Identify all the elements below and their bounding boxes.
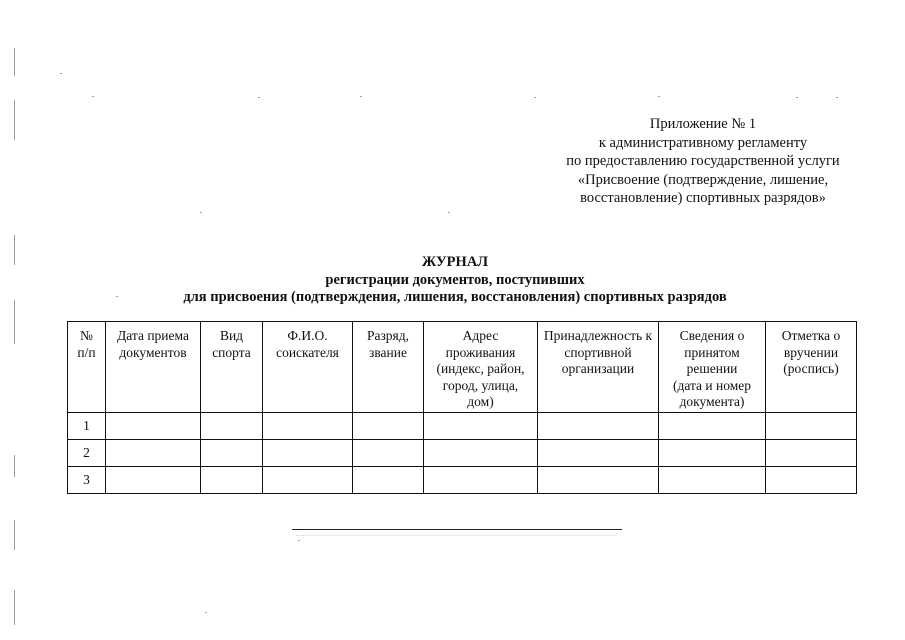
table-cell — [424, 440, 538, 467]
table-cell — [353, 413, 424, 440]
table-cell — [424, 413, 538, 440]
table-cell-number: 3 — [68, 467, 106, 494]
header-line: п/п — [77, 344, 96, 360]
column-header-decision — [659, 322, 766, 413]
scan-mark — [14, 48, 15, 76]
table-cell — [106, 413, 201, 440]
header-line: (индекс, район, — [436, 361, 525, 376]
scan-mark — [796, 97, 798, 98]
scan-mark — [448, 212, 450, 213]
scan-mark — [298, 540, 300, 541]
table-cell — [659, 467, 766, 494]
header-line: решении — [686, 361, 738, 376]
column-header-address — [424, 322, 538, 413]
header-line: документов — [119, 344, 187, 360]
header-line: Отметка о — [781, 328, 841, 343]
table-cell — [424, 467, 538, 494]
appendix-line: по предоставлению государственной услуги — [566, 153, 840, 169]
header-line: спорта — [212, 344, 251, 360]
appendix-line: Приложение № 1 — [649, 116, 757, 132]
table-row — [68, 413, 857, 440]
header-line: (дата и номер — [672, 377, 752, 393]
scan-mark — [14, 235, 15, 265]
header-line: проживания — [445, 344, 516, 360]
appendix-line: восстановление) спортивных разрядов» — [580, 190, 826, 206]
header-line: (роспись) — [783, 361, 839, 376]
header-line: Ф.И.О. — [287, 328, 328, 343]
scan-mark — [200, 212, 202, 213]
table-header-row — [68, 322, 857, 413]
table-cell — [538, 413, 659, 440]
scan-mark — [14, 455, 15, 477]
header-line: спортивной — [564, 344, 632, 360]
table-cell — [659, 440, 766, 467]
scan-mark — [14, 100, 15, 140]
table-cell — [201, 467, 263, 494]
header-line: Дата приема — [117, 328, 189, 343]
table-row — [68, 467, 857, 494]
scan-mark — [836, 97, 838, 98]
scan-mark — [258, 97, 260, 98]
journal-title: ЖУРНАЛ — [421, 254, 489, 270]
scan-mark — [360, 96, 362, 97]
header-line: № — [80, 328, 93, 343]
scan-mark — [534, 97, 536, 98]
scan-mark — [14, 590, 15, 625]
appendix-line: к административному регламенту — [598, 134, 808, 151]
scan-mark — [60, 73, 62, 74]
table-cell — [353, 440, 424, 467]
appendix-line: «Присвоение (подтверждение, лишение, — [577, 171, 829, 188]
journal-subtitle: регистрации документов, поступивших — [325, 271, 585, 288]
journal-heading — [100, 254, 810, 307]
table-cell — [766, 440, 857, 467]
table-cell — [106, 467, 201, 494]
scan-mark — [205, 612, 207, 613]
scan-mark — [14, 300, 15, 344]
table-row — [68, 440, 857, 467]
table-cell — [263, 467, 353, 494]
header-line: дом) — [467, 394, 494, 409]
column-header-date — [106, 322, 201, 413]
table-cell — [201, 440, 263, 467]
header-line: Вид — [219, 328, 244, 343]
scan-mark — [14, 520, 15, 550]
scan-mark — [658, 96, 660, 97]
header-line: соискателя — [276, 344, 339, 360]
column-header-rank — [353, 322, 424, 413]
header-line: принятом — [684, 344, 740, 360]
registration-table — [67, 321, 857, 494]
header-line: звание — [369, 344, 407, 360]
table-cell — [263, 413, 353, 440]
header-line: документа) — [679, 394, 745, 409]
table-cell — [538, 467, 659, 494]
table-cell — [538, 440, 659, 467]
column-header-organization — [538, 322, 659, 413]
header-line: Адрес — [462, 328, 499, 343]
column-header-delivery-mark — [766, 322, 857, 413]
scan-mark — [92, 96, 94, 97]
column-header-sport — [201, 322, 263, 413]
header-line: вручении — [783, 344, 839, 360]
table-cell-number: 2 — [68, 440, 106, 467]
header-line: Сведения о — [679, 328, 745, 343]
table-cell — [263, 440, 353, 467]
table-cell — [353, 467, 424, 494]
table-cell — [766, 413, 857, 440]
table-cell — [201, 413, 263, 440]
column-header-number — [68, 322, 106, 413]
header-line: Разряд, — [366, 328, 410, 343]
header-line: город, улица, — [442, 377, 519, 393]
table-cell-number: 1 — [68, 413, 106, 440]
faint-scan-line — [296, 535, 616, 539]
table-cell — [766, 467, 857, 494]
journal-subtitle: для присвоения (подтверждения, лишения, восстановления) спортивных разрядов — [183, 289, 727, 305]
header-line: Принадлежность к — [543, 328, 653, 343]
table-cell — [659, 413, 766, 440]
column-header-name — [263, 322, 353, 413]
appendix-block — [548, 115, 858, 208]
table-cell — [106, 440, 201, 467]
bottom-divider — [292, 529, 622, 530]
header-line: организации — [561, 361, 635, 376]
